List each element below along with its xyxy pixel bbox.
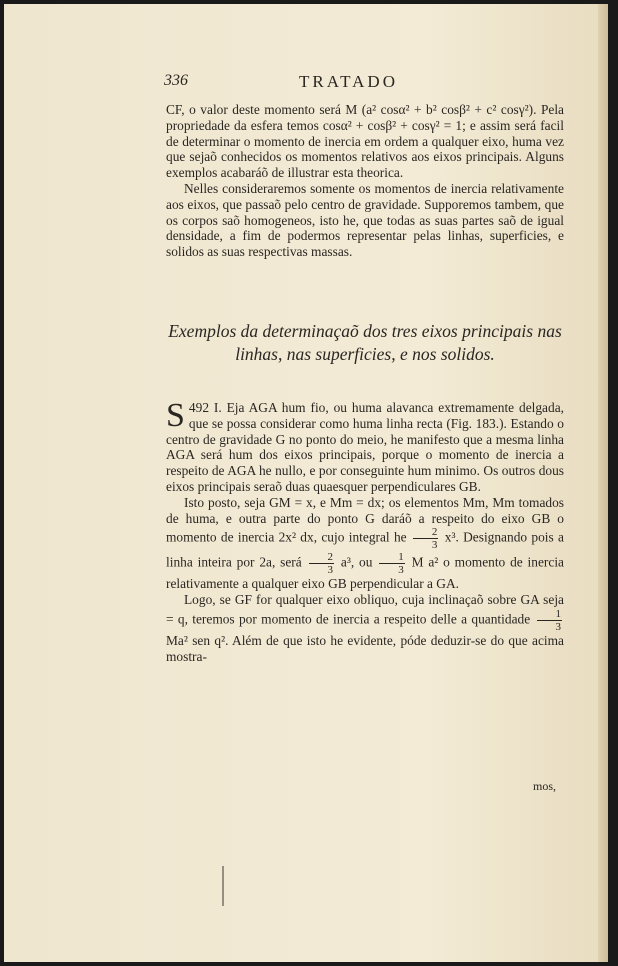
running-header <box>164 72 564 94</box>
pencil-mark <box>222 866 224 906</box>
section-body <box>166 397 564 665</box>
fraction-one-third-b: $\frac{1}{3}$ <box>537 608 563 633</box>
page-edge-shadow <box>598 4 608 962</box>
fraction-one-third: $\frac{1}{3}$ <box>379 551 405 576</box>
section-text-2b: x³. Designando pois a linha inteira por 2a, será <box>166 529 564 570</box>
fraction-two-thirds-b: $\frac{2}{3}$ <box>309 551 335 576</box>
paragraph-intro <box>166 102 564 260</box>
drop-cap: S <box>166 397 185 434</box>
section-text-3a: Logo, se GF for qualquer eixo obliquo, cuja inclinaçaõ sobre GA seja = q, teremos por momento de inercia a respeito delle a quantidade <box>166 592 564 627</box>
paragraph-1: CF, o valor deste momento será M (a² cosα² + b² cosβ² + c² cosγ²). Pela propriedade da esfera temos cosα² + cosβ² + cosγ² = 1; e assim será facil de determinar o momento de inercia em ordem a qualquer eixo, huma vez que sejaõ conhecidos os momentos relativos aos eixos principais. Alguns exemplos acabaráõ de illustrar esta theorica. <box>166 102 564 181</box>
page-number: 336 <box>164 72 188 89</box>
section-text-2d: M a² o momento de inercia relativamente a qualquer eixo GB perpendicular a GA. <box>166 554 564 592</box>
fraction-two-thirds: $\frac{2}{3}$ <box>413 526 439 551</box>
section-text-1: Eja AGA hum fio, ou huma alavanca extremamente delgada, que se possa considerar como huma linha recta (Fig. 183.). Estando o centro de gravidade G no ponto do meio, he manifesto que a mesma linha AGA será hum dos eixos principais, porque o momento de inercia a respeito de AGA he nullo, e por conseguinte hum minimo. Os outros dous eixos principais seraõ duas quaesquer perpendiculares GB. <box>166 400 564 494</box>
paragraph-2: Nelles consideraremos somente os momentos de inercia relativamente aos eixos, que passaõ pelo centro de gravidade. Supporemos tambem, que os corpos saõ homogeneos, isto he, que todas as suas partes saõ de igual densidade, a fim de podermos representar pelas linhas, superficies, e solidos as suas respectivas massas. <box>166 180 564 260</box>
book-page <box>4 4 608 962</box>
section-paragraph-2 <box>166 495 564 592</box>
section-number: 492 I. <box>188 400 222 415</box>
section-text-2a: Isto posto, seja GM = x, e Mm = dx; os elementos Mm, Mm tomados de huma, e outra parte do ponto G daráõ a respeito do eixo GB o momento de inercia 2x² dx, cujo integral he <box>166 494 564 545</box>
section-heading: Exemplos da determinaçaõ dos tres eixos principais nas linhas, nas superficies, e nos solidos. <box>168 321 562 364</box>
section-paragraph-3 <box>166 592 564 664</box>
section-paragraph-1 <box>166 397 564 495</box>
running-title: TRATADO <box>299 72 398 91</box>
section-text-3b: Ma² sen q². Além de que isto he evidente, póde deduzir-se do que acima mostra- <box>166 632 564 664</box>
section-text-2c: a³, ou <box>340 554 373 570</box>
catchword: mos, <box>532 779 556 793</box>
